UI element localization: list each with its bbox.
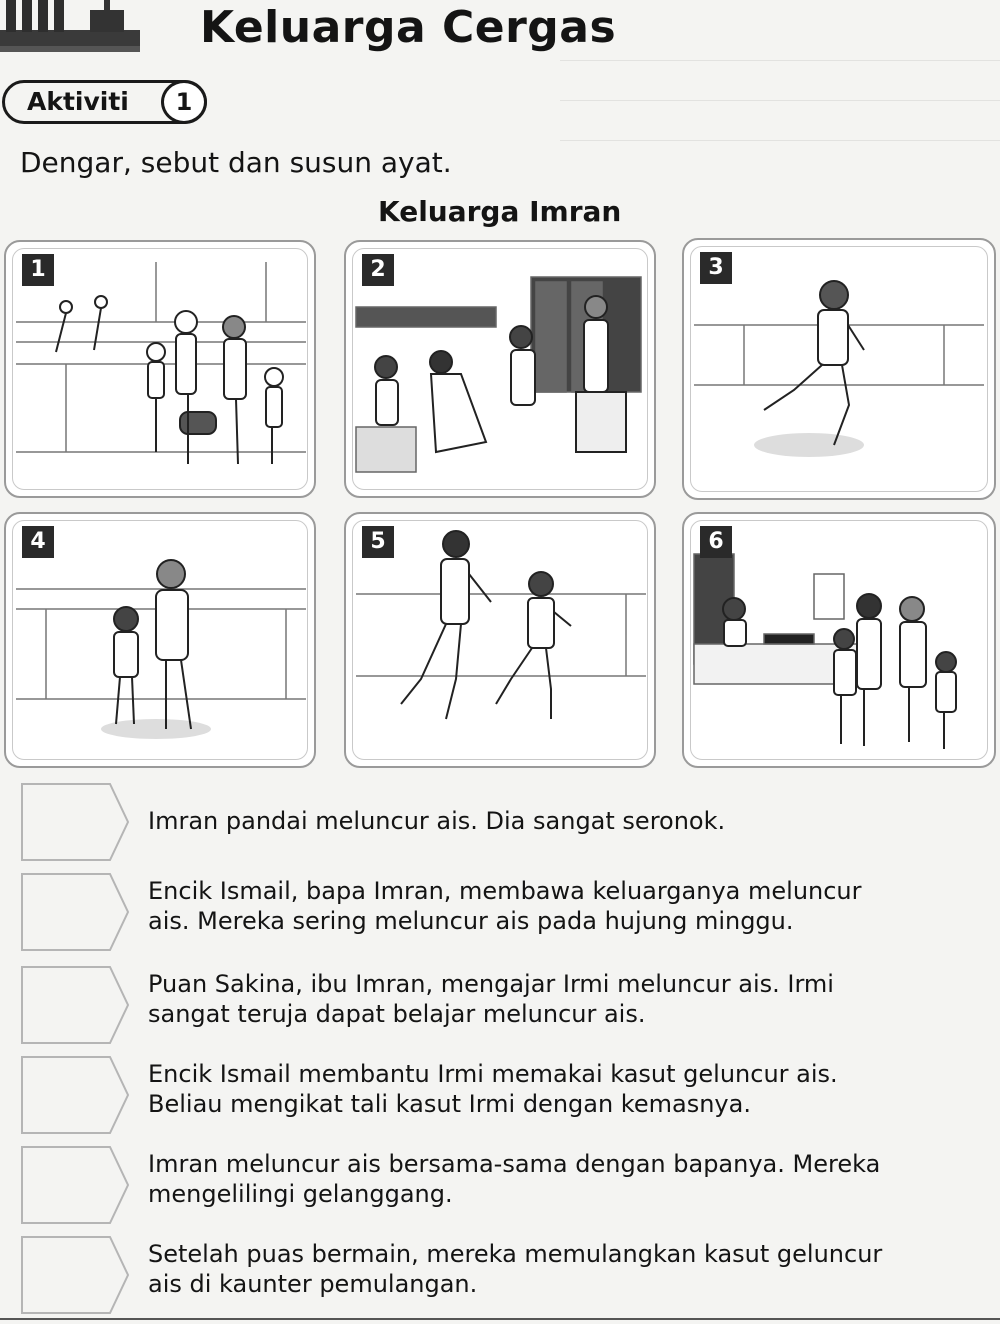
sentence-line: Beliau mengikat tali kasut Irmi dengan kemasnya. [148, 1090, 751, 1118]
page-title: Keluarga Cergas [200, 2, 617, 53]
panel-number: 6 [700, 526, 732, 558]
answer-box[interactable] [20, 1055, 130, 1135]
panel-number: 5 [362, 526, 394, 558]
sentence-line: Imran meluncur ais bersama-sama dengan bapanya. Mereka [148, 1150, 881, 1178]
panel-number: 2 [362, 254, 394, 286]
sentence-row-1 [0, 782, 1000, 862]
building-icon [0, 0, 140, 55]
picture-panel-6 [682, 512, 996, 768]
sentence-line: sangat teruja dapat belajar meluncur ais. [148, 1000, 646, 1028]
sentence-row-3 [0, 965, 1000, 1045]
picture-panel-3 [682, 238, 996, 500]
answer-box[interactable] [20, 1235, 130, 1315]
sentence-line: ais. Mereka sering meluncur ais pada hujung minggu. [148, 907, 794, 935]
picture-panel-4 [4, 512, 316, 768]
instruction-text: Dengar, sebut dan susun ayat. [20, 146, 452, 179]
answer-box[interactable] [20, 782, 130, 862]
picture-panel-5 [344, 512, 656, 768]
sentence-line: mengelilingi gelanggang. [148, 1180, 453, 1208]
page-bottom-rule [0, 1318, 1000, 1320]
sentence-row-4 [0, 1055, 1000, 1135]
panel-number: 1 [22, 254, 54, 286]
sentence-line: ais di kaunter pemulangan. [148, 1270, 478, 1298]
picture-panel-2 [344, 240, 656, 498]
sentence-line: Imran pandai meluncur ais. Dia sangat seronok. [148, 807, 726, 835]
activity-number: 1 [161, 80, 207, 124]
sentence-line: Setelah puas bermain, mereka memulangkan kasut geluncur [148, 1240, 883, 1268]
sentence-row-6 [0, 1235, 1000, 1315]
picture-panel-1 [4, 240, 316, 498]
answer-box[interactable] [20, 1145, 130, 1225]
sentence-row-2 [0, 872, 1000, 952]
activity-label: Aktiviti [27, 87, 129, 116]
panel-number: 4 [22, 526, 54, 558]
sentence-line: Puan Sakina, ibu Imran, mengajar Irmi meluncur ais. Irmi [148, 970, 834, 998]
panel-number: 3 [700, 252, 732, 284]
sentence-row-5 [0, 1145, 1000, 1225]
answer-box[interactable] [20, 965, 130, 1045]
activity-badge [2, 80, 207, 124]
sentence-line: Encik Ismail membantu Irmi memakai kasut geluncur ais. [148, 1060, 838, 1088]
sentence-line: Encik Ismail, bapa Imran, membawa keluarganya meluncur [148, 877, 862, 905]
story-title: Keluarga Imran [378, 195, 622, 228]
answer-box[interactable] [20, 872, 130, 952]
